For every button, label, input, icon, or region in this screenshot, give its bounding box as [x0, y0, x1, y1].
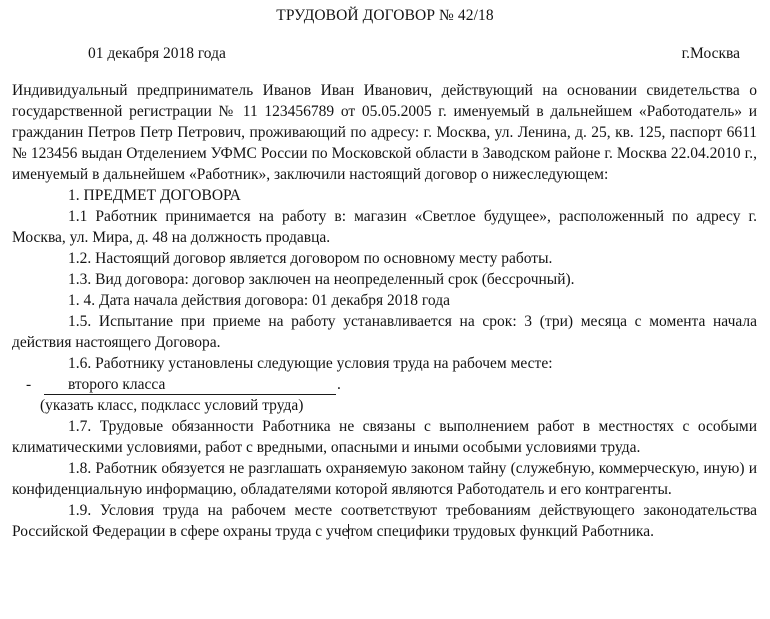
clause-1-6: 1.6. Работнику установлены следующие условия труда на рабочем месте:: [68, 355, 553, 372]
clause-1-8: 1.8. Работник обязуется не разглашать охраняемую законом тайну (служебную, коммерческую, иную) и конфиденциальную информацию, обладателями которой являются Работодатель и его контрагенты.: [12, 460, 757, 498]
page-title: ТРУДОВОЙ ДОГОВОР № 42/18: [276, 7, 494, 24]
clause-1-4: 1. 4. Дата начала действия договора: 01 декабря 2018 года: [68, 292, 450, 309]
clause-1-2: 1.2. Настоящий договор является договором по основному месту работы.: [68, 250, 553, 267]
document-city: г.Москва: [681, 45, 740, 62]
working-conditions-hint: (указать класс, подкласс условий труда): [40, 397, 304, 414]
clause-1-9-text-before-caret: 1.9. Условия труда на рабочем месте соответствуют требованиям действующего законодательства Российской Федерации в сфере охраны труда с уче: [12, 502, 757, 540]
document-body: [12, 80, 757, 542]
clause-1-9: [12, 500, 757, 542]
working-conditions-fill-line: [12, 374, 757, 395]
fill-dash: -: [26, 376, 32, 393]
clause-1-3: 1.3. Вид договора: договор заключен на неопределенный срок (бессрочный).: [68, 271, 575, 288]
preamble-paragraph: Индивидуальный предприниматель Иванов Иван Иванович, действующий на основании свидетельства о государственной регистрации № 11 123456789 от 05.05.2005 г. именуемый в дальнейшем «Работодатель» и гражданин Петров Петр Петрович, проживающий по адресу: г. Москва, ул. Ленина, д. 25, кв. 125, паспорт 6611 № 123456 выдан Отделением УФМС России по Московской области в Заводском районе г. Москва 22.04.2010 г., именуемый в дальнейшем «Работник», заключили настоящий договор о нижеследующем:: [12, 82, 757, 183]
document-date: 01 декабря 2018 года: [88, 45, 226, 62]
document-meta-row: [12, 43, 745, 64]
working-conditions-value[interactable]: второго класса: [44, 375, 336, 395]
clause-1-9-text-after-caret: том специфики трудовых функций Работника.: [348, 523, 654, 540]
fill-terminator: .: [337, 376, 341, 393]
clause-1-5: 1.5. Испытание при приеме на работу устанавливается на срок: 3 (три) месяца с момента начала действия настоящего Договора.: [12, 313, 757, 351]
section-heading-1: 1. ПРЕДМЕТ ДОГОВОРА: [68, 187, 241, 204]
clause-1-1: 1.1 Работник принимается на работу в: магазин «Светлое будущее», расположенный по адресу г. Москва, ул. Мира, д. 48 на должность продавца.: [12, 208, 757, 246]
clause-1-7: 1.7. Трудовые обязанности Работника не связаны с выполнением работ в местностях с особыми климатическими условиями, работ с вредными, опасными и иными особыми условиями труда.: [12, 418, 757, 456]
